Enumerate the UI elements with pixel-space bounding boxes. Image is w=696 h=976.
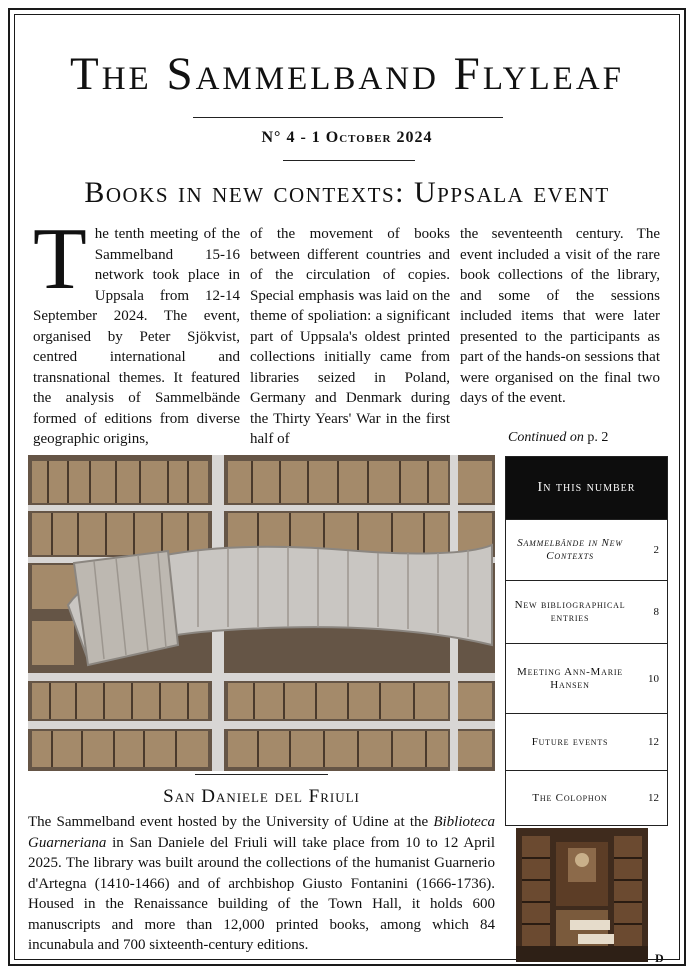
toc-item-label: Future events xyxy=(531,735,609,748)
toc-item-page: 12 xyxy=(648,792,659,804)
corner-mark: D xyxy=(655,951,664,965)
masthead-title: The Sammelband Flyleaf xyxy=(70,48,624,100)
toc-item[interactable] xyxy=(506,770,667,825)
toc-item[interactable] xyxy=(506,519,667,580)
toc-item[interactable] xyxy=(506,580,667,643)
toc-item-label: The Colophon xyxy=(532,791,608,804)
column-3-text: the seventeenth century. The event included a visit of the rare book collections of the library, and some of the sessions included items that were later presented to the participants as part of the hands-on sessions that were organised on the final two days of the event. xyxy=(460,226,660,406)
photo-caption: San Daniele del Friuli xyxy=(163,786,360,807)
second-article-text xyxy=(28,812,495,956)
toc-item[interactable] xyxy=(506,713,667,770)
library-photo xyxy=(28,455,495,771)
article-headline: Books in new contexts: Uppsala event xyxy=(84,176,610,209)
library-bookshelves-image xyxy=(28,455,495,771)
caption-rule xyxy=(195,774,328,775)
continued-note xyxy=(508,430,608,446)
toc-item-label: New bibliographical entries xyxy=(514,599,626,624)
drop-cap: T xyxy=(33,211,87,308)
toc-item-page: 10 xyxy=(648,672,659,685)
continued-page: p. 2 xyxy=(587,430,609,445)
column-1-text: he tenth meeting of the Sammelband 15-16 network took place in Uppsala from 12-14 September 2024. The event, organised by Peter Sjökvist, centred international and transnational themes. It featured the analysis of Sammelbände formed of editions from diverse geographic origins, xyxy=(33,226,240,447)
second-article-part2: in San Daniele del Friuli will take place from 10 to 12 April 2025. The library was built around the collections of the humanist Guarnerio d'Artegna (1410-1466) and of archbishop Giusto Fontanini (1666-1736). Housed in the Renaissance building of the Town Hall, it holds 600 manuscripts and more than 12,000 printed books, among which 84 incunabula and 700 sixteenth-century editions. xyxy=(28,834,495,953)
second-article-part1: The Sammelband event hosted by the University of Udine at the xyxy=(28,814,434,830)
masthead-rule xyxy=(193,117,503,118)
toc-item-page: 2 xyxy=(653,544,659,556)
library-interior-image xyxy=(516,828,648,962)
library-name: Biblioteca Guarneriana xyxy=(28,814,495,851)
issue-rule xyxy=(283,160,415,161)
issue-number: N° 4 - 1 October 2024 xyxy=(261,129,433,146)
article-column-2 xyxy=(250,224,450,450)
table-of-contents xyxy=(505,456,668,826)
toc-item-label: Sammelbände in New Contexts xyxy=(517,537,623,562)
toc-item-label: Meeting Ann-Marie Hansen xyxy=(516,665,623,691)
library-interior-photo xyxy=(516,828,648,962)
column-2-text: of the movement of books between different countries and of the circulation of copies. Special emphasis was laid on the theme of spoliation: a significant part of Uppsala's oldest printed collections initially came from libraries seized in Poland, Germany and Denmark during the Thirty Years' War in the first half of xyxy=(250,226,450,447)
toc-item[interactable] xyxy=(506,643,667,713)
article-column-3 xyxy=(460,224,660,409)
continued-label: Continued on xyxy=(508,430,584,445)
article-column-1 xyxy=(33,211,240,450)
toc-item-page: 8 xyxy=(653,606,659,618)
toc-item-page: 12 xyxy=(648,736,659,748)
toc-title: In this number xyxy=(506,457,667,519)
